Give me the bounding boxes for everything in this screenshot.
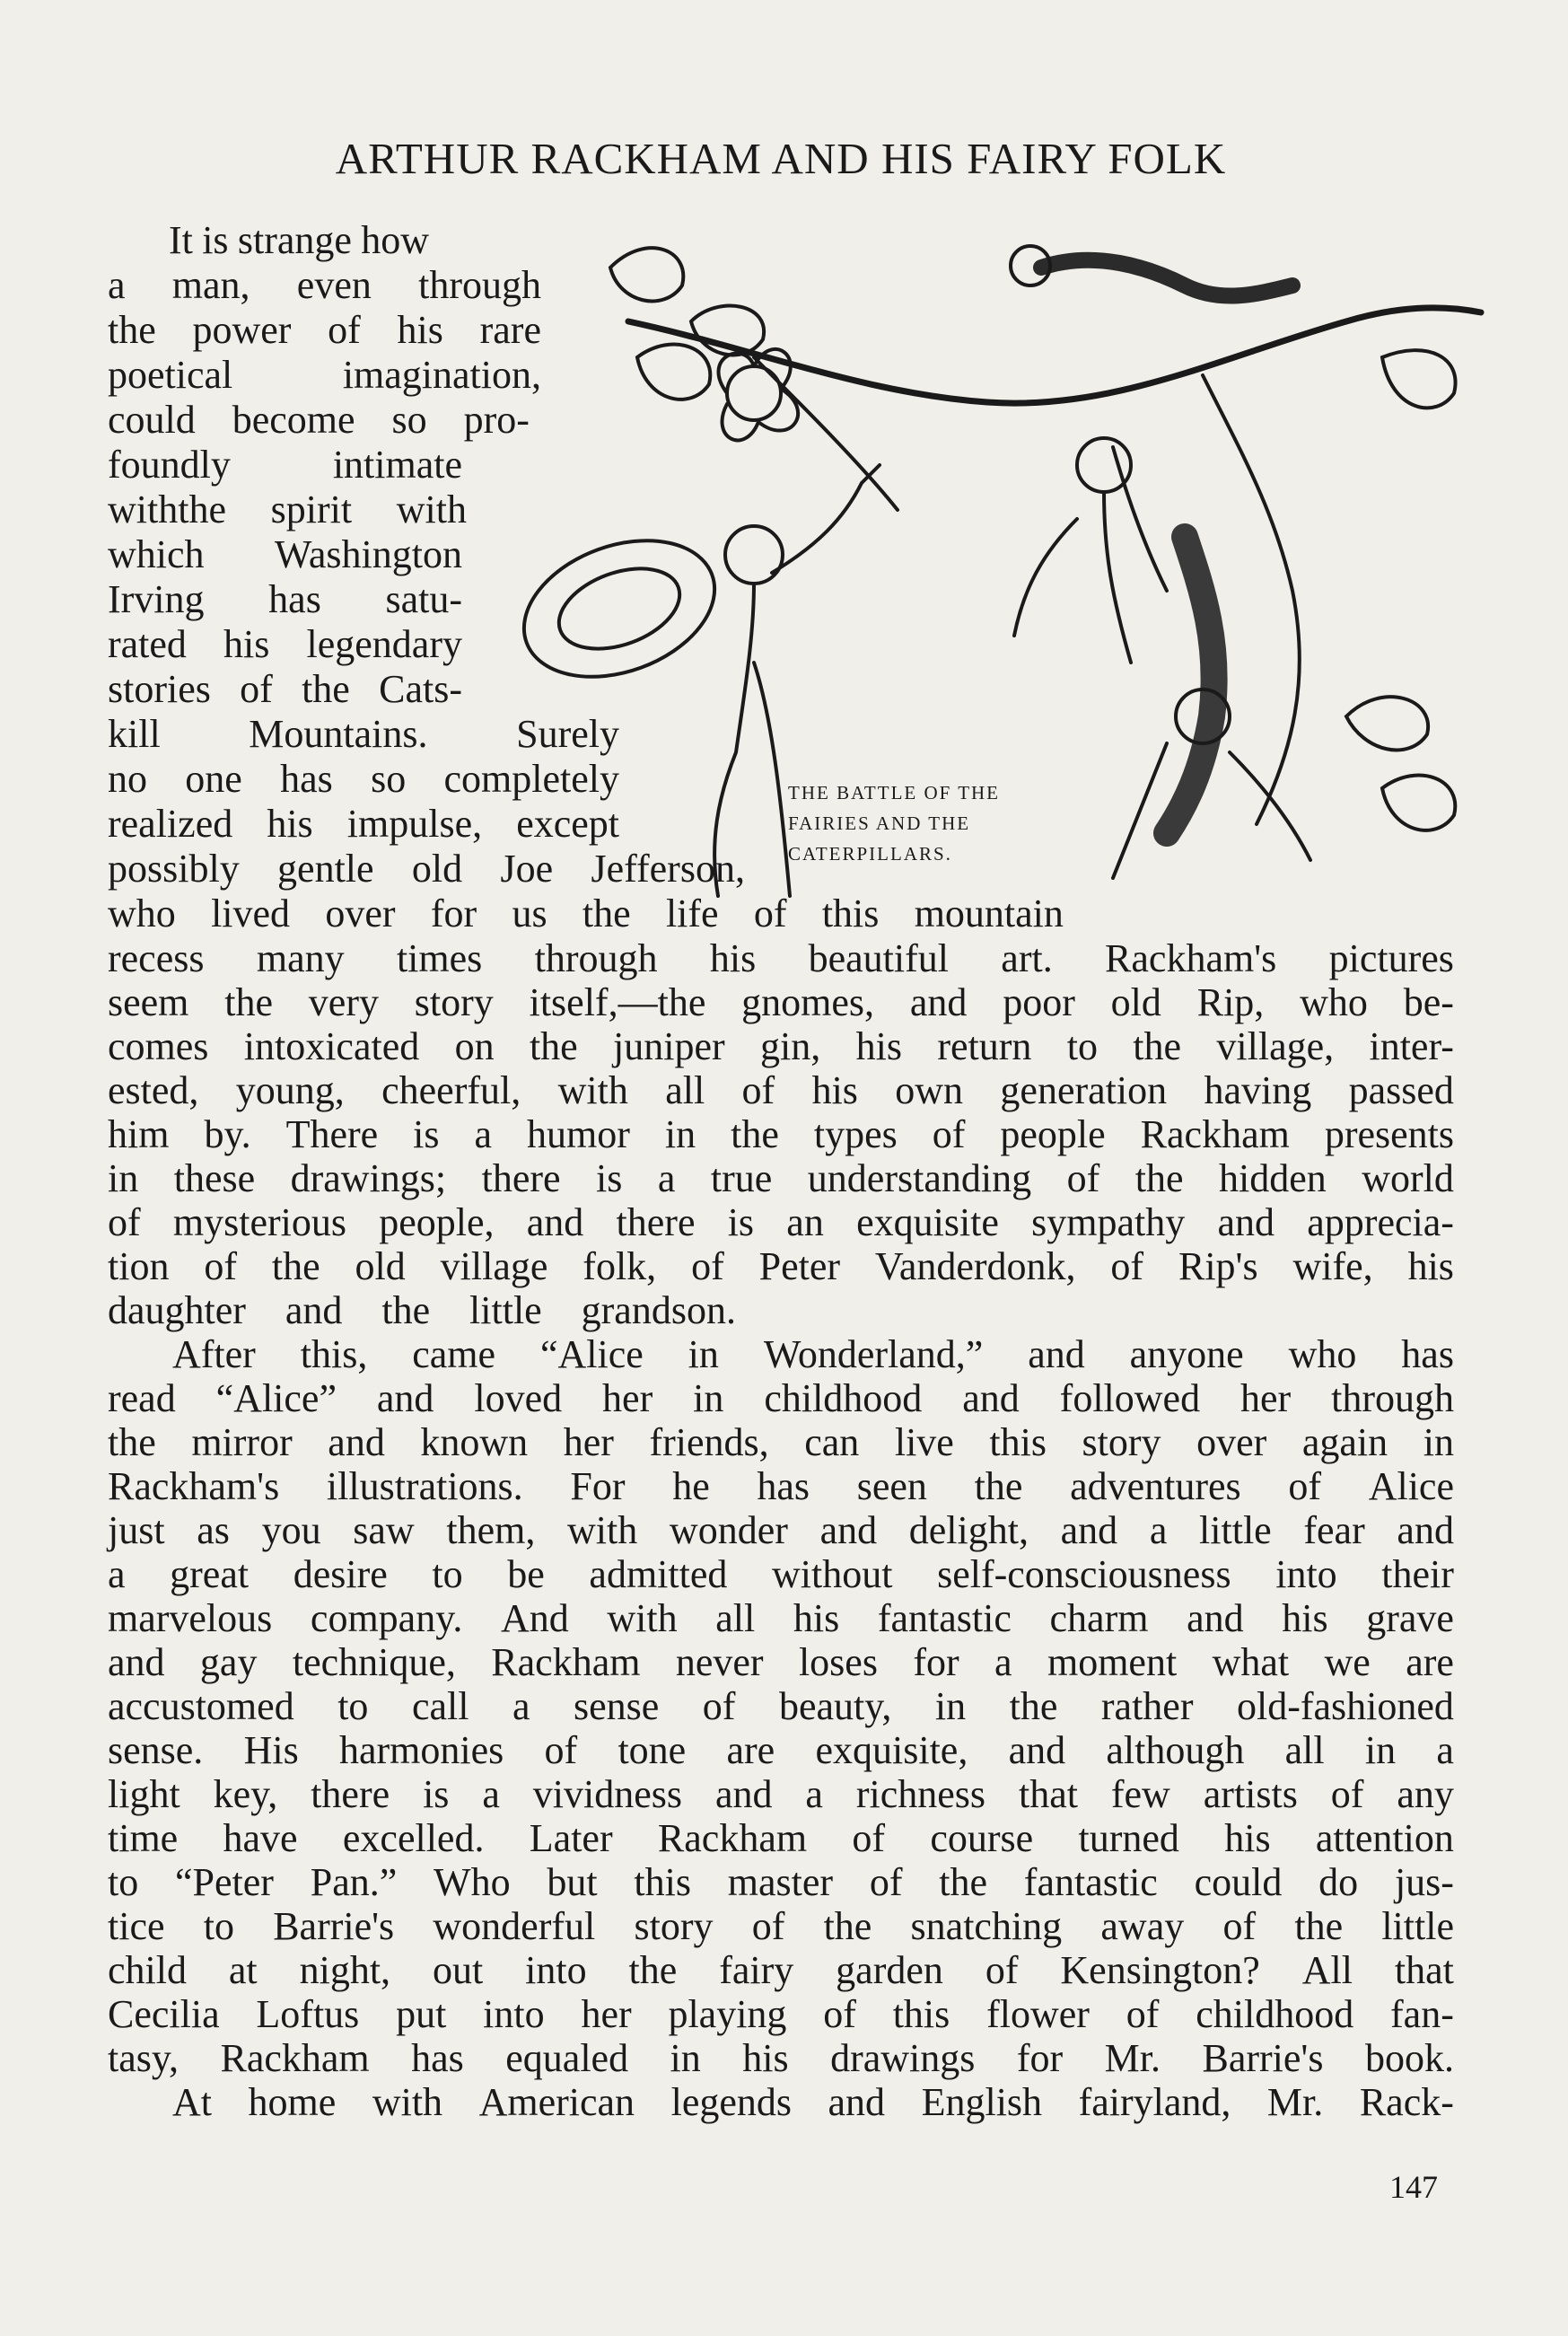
caption-line: CATERPILLARS. (788, 843, 952, 865)
text-line: recess many times through his beautiful art. Rackham's pictures (108, 936, 1454, 980)
text-line: to “Peter Pan.” Who but this master of the fantastic could do jus- (108, 1860, 1454, 1904)
text-line: It is strange how (169, 218, 429, 262)
text-line: Irving has satu- (108, 577, 462, 621)
text-line: possibly gentle old Joe Jefferson, (108, 847, 745, 891)
text-line: child at night, out into the fairy garden of Kensington? All that (108, 1948, 1454, 1992)
wrapped-text-block (108, 219, 1454, 937)
text-line: ested, young, cheerful, with all of his own generation having passed (108, 1068, 1454, 1112)
text-line: just as you saw them, with wonder and delight, and a little fear and (108, 1508, 1454, 1552)
text-line: kill Mountains. Surely (108, 712, 619, 756)
text-line: him by. There is a humor in the types of people Rackham presents (108, 1112, 1454, 1156)
text-line: who lived over for us the life of this mountain (108, 891, 1064, 935)
text-line: of mysterious people, and there is an exquisite sympathy and apprecia- (108, 1200, 1454, 1244)
text-line: marvelous company. And with all his fantastic charm and his grave (108, 1596, 1454, 1640)
text-line: Cecilia Loftus put into her playing of this flower of childhood fan- (108, 1992, 1454, 2036)
text-line: a man, even through (108, 263, 541, 307)
text-line: which Washington (108, 532, 462, 576)
page-number: 147 (1389, 2169, 1438, 2205)
text-line: time have excelled. Later Rackham of course turned his attention (108, 1816, 1454, 1860)
text-line: sense. His harmonies of tone are exquisite, and although all in a (108, 1728, 1454, 1772)
body-text (108, 937, 1454, 2125)
caption-line: THE BATTLE OF THE (788, 782, 1001, 804)
text-line: comes intoxicated on the juniper gin, his return to the village, inter- (108, 1024, 1454, 1068)
text-line: and gay technique, Rackham never loses for a moment what we are (108, 1640, 1454, 1684)
text-line: read “Alice” and loved her in childhood and followed her through (108, 1376, 1454, 1420)
text-line: tion of the old village folk, of Peter Vanderdonk, of Rip's wife, his (108, 1244, 1454, 1288)
text-line: foundly intimate (108, 443, 462, 487)
text-line: accustomed to call a sense of beauty, in the rather old-fashioned (108, 1684, 1454, 1728)
text-line: no one has so completely (108, 757, 619, 801)
text-line: a great desire to be admitted without self-consciousness into their (108, 1552, 1454, 1596)
text-line: After this, came “Alice in Wonderland,” and anyone who has (172, 1332, 1454, 1376)
text-line: seem the very story itself,—the gnomes, and poor old Rip, who be- (108, 980, 1454, 1024)
text-line: the power of his rare (108, 308, 541, 352)
text-line: tice to Barrie's wonderful story of the snatching away of the little (108, 1904, 1454, 1948)
text-line: stories of the Cats- (108, 667, 462, 711)
text-line: realized his impulse, except (108, 802, 619, 846)
text-line: withthe spirit with (108, 487, 467, 531)
text-line: tasy, Rackham has equaled in his drawings for Mr. Barrie's book. (108, 2036, 1454, 2080)
text-line: light key, there is a vividness and a richness that few artists of any (108, 1772, 1454, 1816)
text-line: poetical imagination, (108, 353, 541, 397)
text-line: At home with American legends and English fairyland, Mr. Rack- (172, 2080, 1454, 2124)
text-line: the mirror and known her friends, can live this story over again in (108, 1420, 1454, 1464)
running-head: ARTHUR RACKHAM AND HIS FAIRY FOLK (335, 134, 1227, 183)
text-line: in these drawings; there is a true understanding of the hidden world (108, 1156, 1454, 1200)
text-line: could become so pro- (108, 398, 530, 442)
text-line: Rackham's illustrations. For he has seen the adventures of Alice (108, 1464, 1454, 1508)
text-line: rated his legendary (108, 622, 462, 666)
illustration-caption (788, 777, 1057, 869)
text-line: daughter and the little grandson. (108, 1288, 736, 1332)
caption-line: FAIRIES AND THE (788, 812, 971, 834)
